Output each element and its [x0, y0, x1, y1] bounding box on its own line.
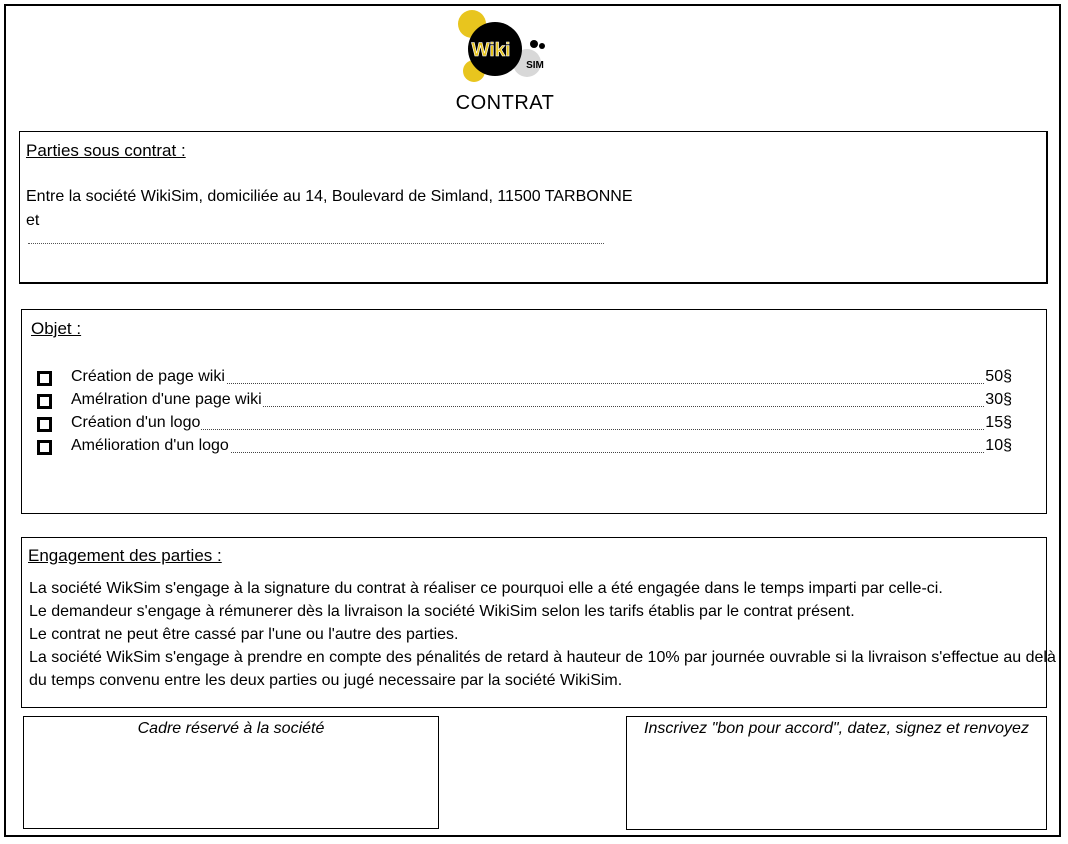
- logo-text: Wiki: [471, 40, 511, 61]
- objet-item-price: 10§: [985, 437, 1012, 454]
- company-reserved-label: Cadre réservé à la société: [137, 720, 325, 737]
- client-signature-label: Inscrivez "bon pour accord", datez, signez et renvoyez: [644, 720, 1029, 737]
- checkbox-icon[interactable]: [37, 394, 52, 409]
- document-title: CONTRAT: [455, 92, 555, 114]
- leader-dots: [71, 429, 984, 430]
- objet-item-price: 30§: [985, 391, 1012, 408]
- objet-item-label: Amélioration d'un logo: [71, 437, 229, 454]
- objet-item: [37, 391, 1012, 413]
- engagement-paragraph: La société WikSim s'engage à la signature du contrat à réaliser ce pourquoi elle a été engagée dans le temps imparti par celle-ci.: [29, 580, 943, 597]
- objet-item: [37, 437, 1012, 459]
- objet-item-price: 15§: [985, 414, 1012, 431]
- objet-item-label: Création d'un logo: [71, 414, 201, 431]
- objet-item-label: Amélration d'une page wiki: [71, 391, 262, 408]
- objet-item-price: 50§: [985, 368, 1012, 385]
- parties-heading: Parties sous contrat :: [26, 141, 186, 160]
- engagement-section: [21, 537, 1056, 708]
- engagement-paragraph: La société WikSim s'engage à prendre en compte des pénalités de retard à hauteur de 10% par journée ouvrable si la livraison s'effectue au delà: [29, 649, 1056, 666]
- engagement-paragraph: du temps convenu entre les deux parties ou jugé necessaire par la société WikiSim.: [29, 672, 623, 689]
- objet-item: [37, 414, 1012, 436]
- engagement-paragraph: Le demandeur s'engage à rémunerer dès la livraison la société WikiSim selon les tarifs établis par le contrat présent.: [29, 603, 855, 620]
- parties-and-line: et: [26, 212, 40, 229]
- engagement-paragraph: Le contrat ne peut être cassé par l'une ou l'autre des parties.: [29, 626, 459, 643]
- client-signature-box[interactable]: [626, 716, 1047, 830]
- logo-subtext: SIM: [526, 60, 544, 71]
- objet-item: [37, 368, 1012, 390]
- objet-section: [21, 309, 1047, 514]
- checkbox-icon[interactable]: [37, 417, 52, 432]
- parties-section: [19, 131, 1048, 284]
- company-reserved-box[interactable]: [23, 716, 439, 829]
- engagement-heading: Engagement des parties :: [28, 546, 222, 565]
- objet-item-label: Création de page wiki: [71, 368, 225, 385]
- client-name-dotted-line[interactable]: [28, 243, 604, 244]
- checkbox-icon[interactable]: [37, 440, 52, 455]
- checkbox-icon[interactable]: [37, 371, 52, 386]
- wikisim-logo: [455, 8, 551, 84]
- objet-heading: Objet :: [31, 319, 82, 338]
- parties-company-line: Entre la société WikiSim, domiciliée au 14, Boulevard de Simland, 11500 TARBONNE: [26, 188, 633, 205]
